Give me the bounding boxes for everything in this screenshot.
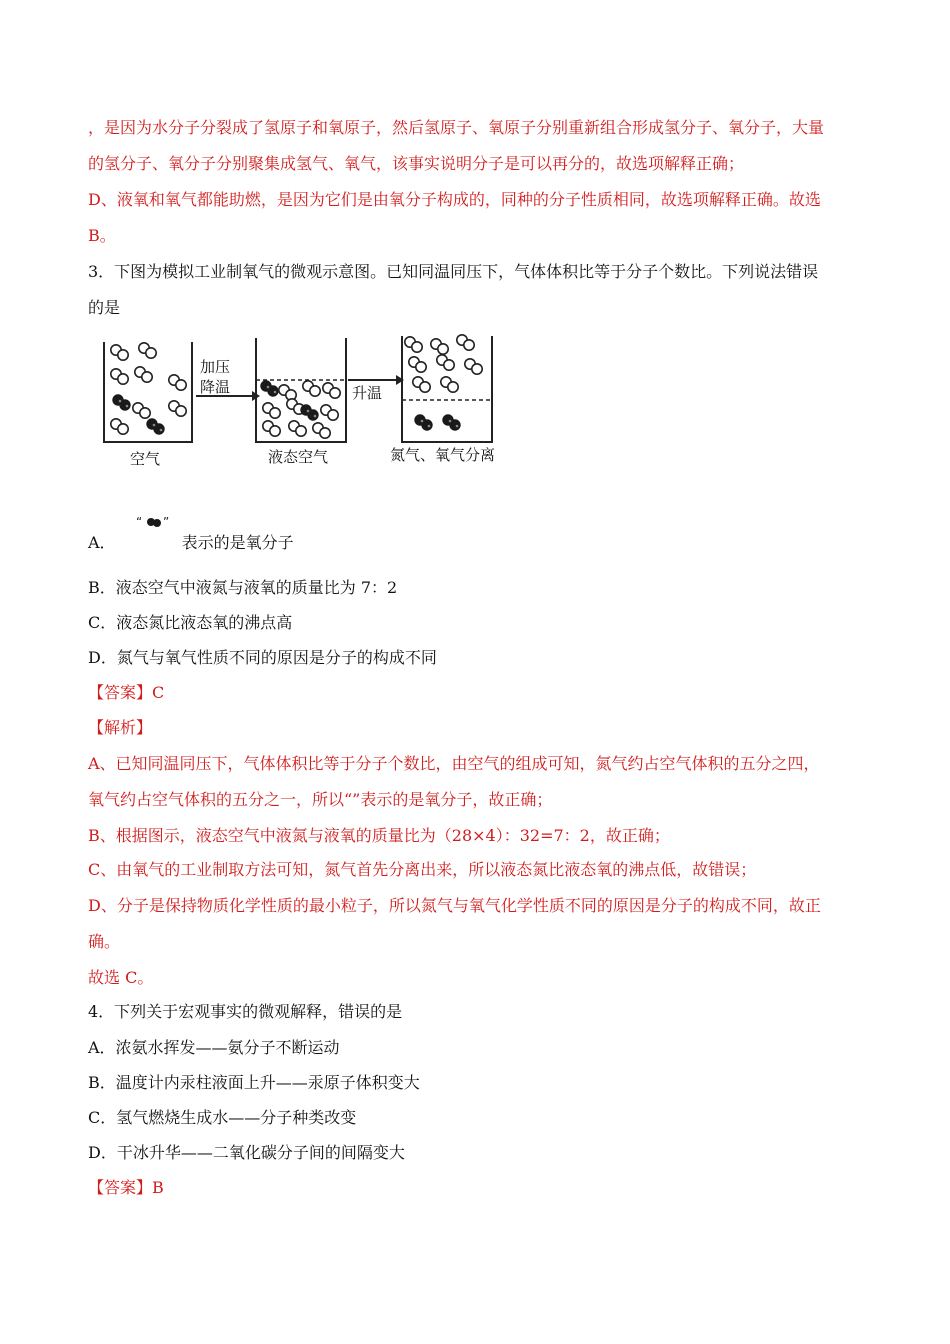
q2-analysis-line-4: B。 (88, 226, 116, 245)
q2-analysis-line-2: 的氢分子、氧分子分别聚集成氢气、氧气，该事实说明分子是可以再分的，故选项解释正确； (88, 154, 745, 173)
q4-option-d: D．干冰升华——二氧化碳分子间的间隔变大 (88, 1143, 405, 1162)
q3-stem-line-2: 的是 (88, 298, 121, 317)
q3-option-b: B．液态空气中液氮与液氧的质量比为 7：2 (88, 578, 398, 597)
q3-option-a-prefix: A． (88, 533, 116, 552)
q4-option-b: B．温度计内汞柱液面上升——汞原子体积变大 (88, 1073, 420, 1092)
q3-analysis-title: 【解析】 (88, 718, 153, 737)
svg-text:“: “ (135, 516, 142, 529)
q2-analysis-line-1: ，是因为水分子分裂成了氢原子和氧原子，然后氢原子、氧原子分别重新组合形成氢分子、氧分子，大量 (88, 118, 825, 137)
q4-option-c: C．氢气燃烧生成水——分子种类改变 (88, 1108, 357, 1127)
q3-option-a (88, 516, 294, 553)
label-liquid-air: 液态空气 (268, 448, 329, 466)
q3-conclusion: 故选 C。 (88, 968, 154, 987)
arrow1-label-line-2: 降温 (200, 378, 231, 396)
q3-option-c: C．液态氮比液态氧的沸点高 (88, 613, 293, 632)
q4-answer: 【答案】B (88, 1178, 164, 1197)
q3-analysis-c: C、由氧气的工业制取方法可知，氮气首先分离出来，所以液态氮比液态氧的沸点低，故错误； (88, 860, 757, 879)
svg-text:”: ” (162, 516, 169, 529)
q3-analysis-a-line-1: A、已知同温同压下，气体体积比等于分子个数比，由空气的组成可知，氮气约占空气体积的五分之四， (88, 754, 820, 773)
q4-option-a: A．浓氨水挥发——氨分子不断运动 (88, 1038, 340, 1057)
black-molecule-icon (116, 516, 182, 550)
q3-answer: 【答案】C (88, 683, 165, 702)
q3-analysis-d-line-1: D、分子是保持物质化学性质的最小粒子，所以氮气与氧气化学性质不同的原因是分子的构成不同，故正 (88, 896, 821, 915)
q3-stem-line-1: 3．下图为模拟工业制氧气的微观示意图。已知同温同压下，气体体积比等于分子个数比。下列说法错误 (88, 262, 819, 281)
q4-stem: 4．下列关于宏观事实的微观解释，错误的是 (88, 1002, 403, 1021)
q3-option-a-text: 表示的是氧分子 (181, 533, 294, 552)
arrow2-label: 升温 (352, 384, 383, 402)
q3-option-d: D．氮气与氧气性质不同的原因是分子的构成不同 (88, 648, 437, 667)
q3-analysis-a-line-2: 氧气约占空气体积的五分之一，所以“”表示的是氧分子，故正确； (88, 790, 553, 809)
q2-analysis-line-3: D、液氧和氧气都能助燃，是因为它们是由氧分子构成的，同种的分子性质相同，故选项解释正确。故选 (88, 190, 821, 209)
label-air: 空气 (130, 450, 161, 468)
industrial-oxygen-diagram (96, 330, 516, 472)
q3-analysis-b: B、根据图示，液态空气中液氮与液氧的质量比为（28×4）：32=7：2，故正确； (88, 826, 670, 845)
label-separation: 氮气、氧气分离 (390, 446, 496, 464)
q3-analysis-d-line-2: 确。 (88, 932, 121, 951)
arrow1-label-line-1: 加压 (200, 358, 231, 376)
